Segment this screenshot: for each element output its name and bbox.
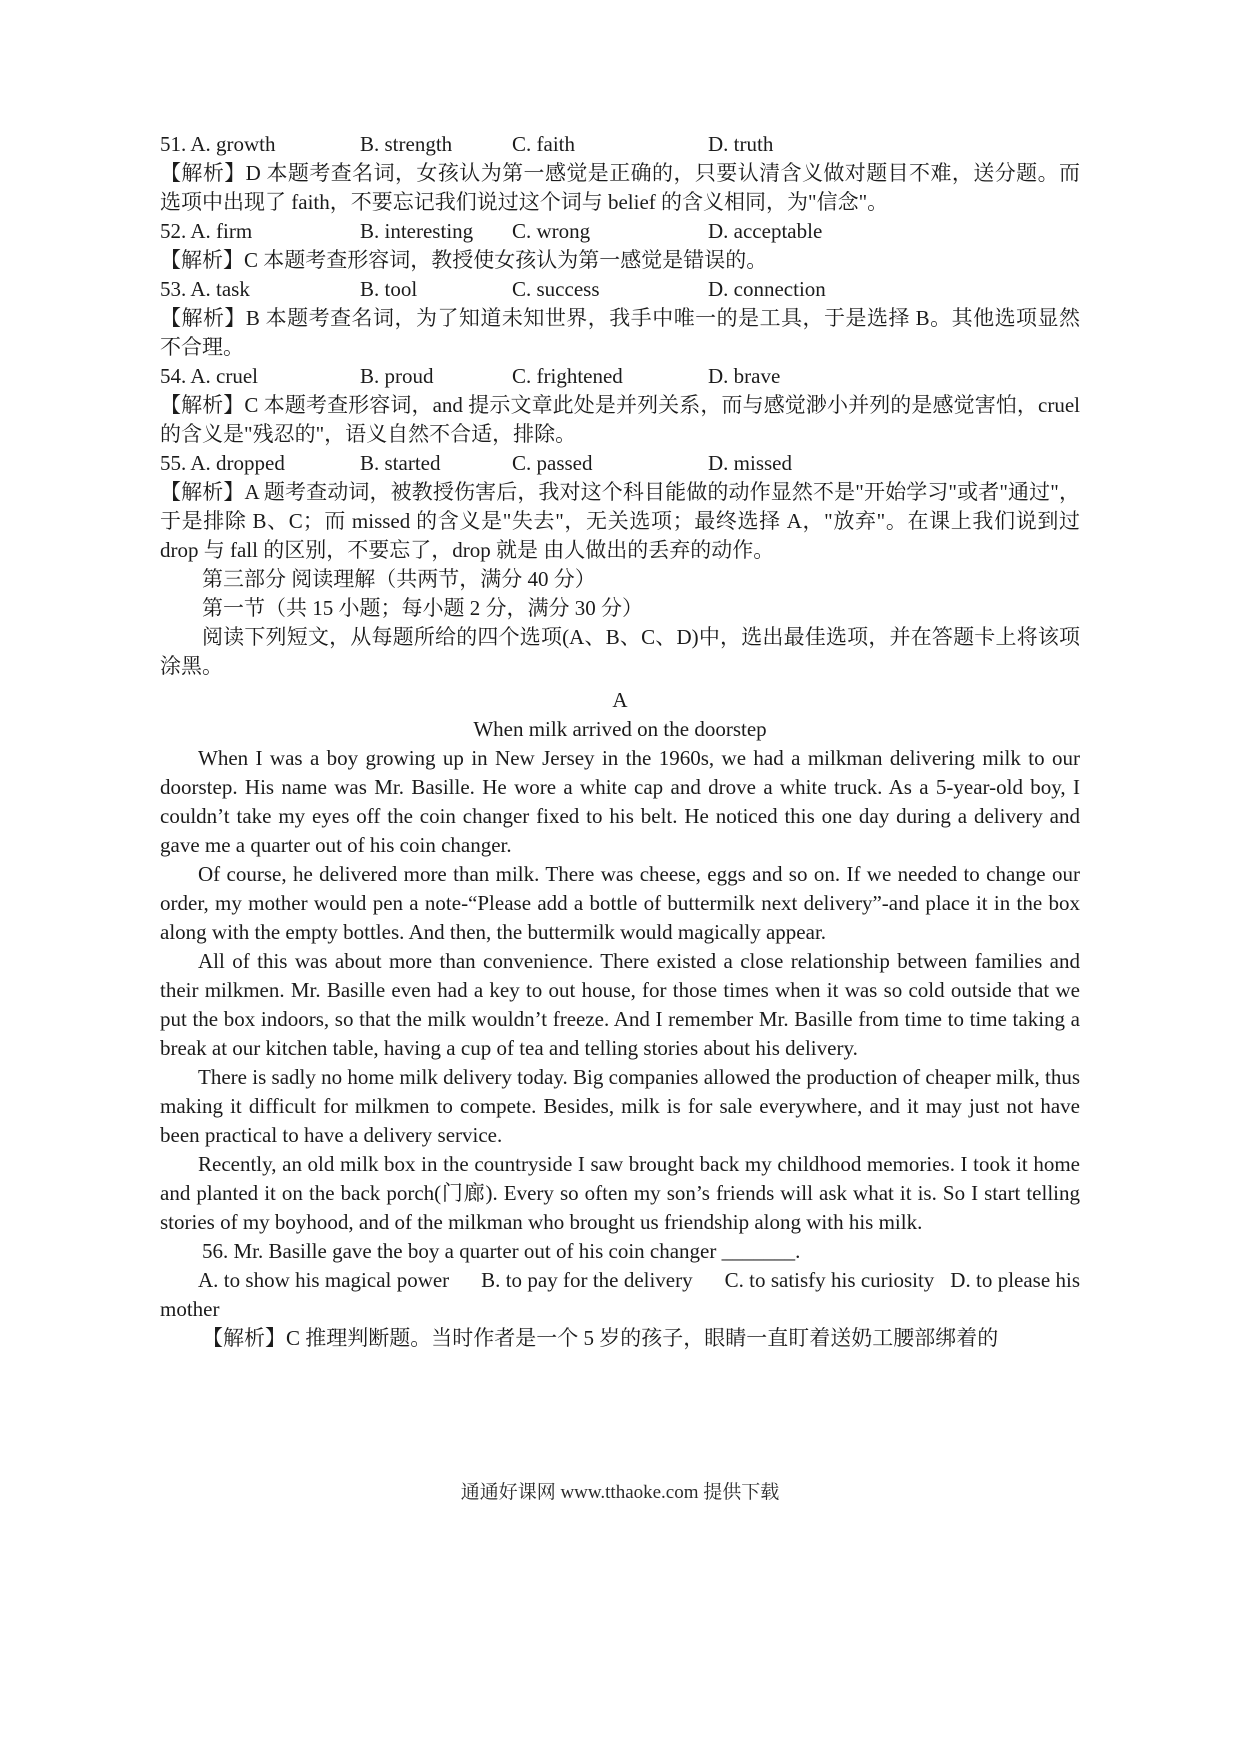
option-a: 55. A. dropped (160, 451, 285, 475)
passage-label: A (612, 688, 628, 712)
option-a: 51. A. growth (160, 132, 276, 156)
passage-paragraph: All of this was about more than convenience. There existed a close relationship between families and their milkmen. Mr. Basille even had a key to out house, for those times when it was so cold outside that we put the box indoors, so that the milk wouldn’t freeze. And I remember Mr. Basille from time to time taking a break at our kitchen table, having a cup of tea and telling stories about his delivery. (160, 949, 1080, 1060)
explanation-56: 【解析】C 推理判断题。当时作者是一个 5 岁的孩子，眼睛一直盯着送奶工腰部绑着的 (202, 1326, 999, 1350)
question-54-options (160, 362, 1080, 391)
option-b: B. interesting (360, 219, 474, 243)
section-instruction: 阅读下列短文，从每题所给的四个选项(A、B、C、D)中，选出最佳选项，并在答题卡上将该项涂黑。 (160, 625, 1080, 678)
passage-title: When milk arrived on the doorstep (473, 717, 767, 741)
section-node-heading: 第一节（共 15 小题；每小题 2 分，满分 30 分） (202, 596, 643, 620)
option-a: 54. A. cruel (160, 364, 258, 388)
page-content (160, 130, 1086, 1353)
option-b: B. proud (360, 364, 434, 388)
passage-paragraph: When I was a boy growing up in New Jersey in the 1960s, we had a milkman delivering milk to our doorstep. His name was Mr. Basille. He wore a white cap and drove a white truck. As a 5-year-old boy, I couldn’t take my eyes off the coin changer fixed to his belt. He noticed this one day during a delivery and gave me a quarter out of his coin changer. (160, 746, 1080, 857)
option-a: 53. A. task (160, 277, 250, 301)
passage-paragraph: Recently, an old milk box in the countryside I saw brought back my childhood memories. I took it home and planted it on the back porch(门廊). Every so often my son’s friends will ask what it is. So I start telling stories of my boyhood, and of the milkman who brought us friendship along with his milk. (160, 1152, 1080, 1234)
question-53-options (160, 275, 1080, 304)
option-d: D. acceptable (708, 219, 823, 243)
option-c: C. success (512, 277, 600, 301)
option-c: C. wrong (512, 219, 591, 243)
passage-paragraph: Of course, he delivered more than milk. There was cheese, eggs and so on. If we needed to change our order, my mother would pen a note-“Please add a bottle of buttermilk next delivery”-and place it in the box along with the empty bottles. And then, the buttermilk would magically appear. (160, 862, 1080, 944)
option-c: C. passed (512, 451, 593, 475)
passage-paragraph: There is sadly no home milk delivery today. Big companies allowed the production of cheaper milk, thus making it difficult for milkmen to compete. Besides, milk is for sale everywhere, and it may just not have been practical to have a delivery service. (160, 1065, 1080, 1147)
option-d: D. missed (708, 451, 792, 475)
question-56-options: A. to show his magical power B. to pay for the delivery C. to satisfy his curiosity D. to please his mother (160, 1268, 1086, 1321)
option-a: 52. A. firm (160, 219, 253, 243)
question-56-stem: 56. Mr. Basille gave the boy a quarter out of his coin changer _______. (202, 1239, 801, 1263)
explanation-51: 【解析】D 本题考查名词，女孩认为第一感觉是正确的，只要认清含义做对题目不难，送分题。而选项中出现了 faith，不要忘记我们说过这个词与 belief 的含义相同，为"信念"。 (160, 161, 1080, 214)
option-d: D. connection (708, 277, 826, 301)
footer-download-note: 通通好课网 www.tthaoke.com 提供下载 (460, 1482, 780, 1503)
question-52-options (160, 217, 1080, 246)
explanation-53: 【解析】B 本题考查名词，为了知道未知世界，我手中唯一的是工具，于是选择 B。其他选项显然不合理。 (160, 306, 1080, 359)
explanation-52: 【解析】C 本题考查形容词，教授使女孩认为第一感觉是错误的。 (160, 248, 768, 272)
option-b: B. tool (360, 277, 418, 301)
option-d: D. truth (708, 132, 774, 156)
option-b: B. started (360, 451, 441, 475)
option-c: C. faith (512, 132, 575, 156)
explanation-55: 【解析】A 题考查动词，被教授伤害后，我对这个科目能做的动作显然不是"开始学习"或者"通过"，于是排除 B、C；而 missed 的含义是"失去"，无关选项；最终选择 A，"放弃"。在课上我们说到过 drop 与 fall 的区别，不要忘了，drop 就是 由人做出的丢弃的动作。 (160, 480, 1080, 562)
question-55-options (160, 449, 1080, 478)
section-part-heading: 第三部分 阅读理解（共两节，满分 40 分） (202, 567, 596, 591)
explanation-54: 【解析】C 本题考查形容词，and 提示文章此处是并列关系，而与感觉渺小并列的是感觉害怕，cruel 的含义是"残忍的"，语义自然不合适，排除。 (160, 393, 1080, 446)
option-c: C. frightened (512, 364, 623, 388)
question-51-options (160, 130, 1080, 159)
option-b: B. strength (360, 132, 453, 156)
option-d: D. brave (708, 364, 781, 388)
